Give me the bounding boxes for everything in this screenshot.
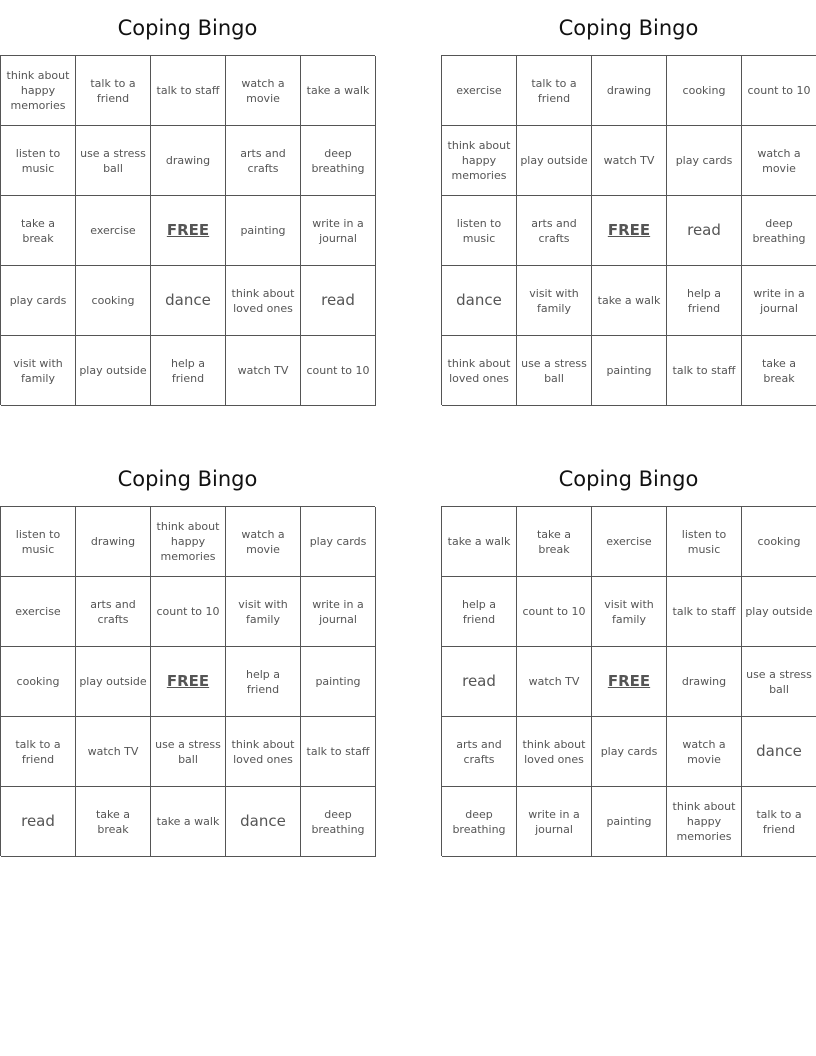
bingo-cell: drawing — [151, 126, 226, 196]
bingo-cell: help a friend — [667, 266, 742, 336]
bingo-cell: cooking — [667, 56, 742, 126]
bingo-cell: take a break — [1, 196, 76, 266]
bingo-cell: help a friend — [151, 336, 226, 406]
bingo-cell: visit with family — [592, 577, 667, 647]
bingo-cell: arts and crafts — [517, 196, 592, 266]
bingo-cell: painting — [592, 787, 667, 857]
bingo-cell: think about happy memories — [151, 507, 226, 577]
bingo-cell: count to 10 — [517, 577, 592, 647]
bingo-cell: watch TV — [592, 126, 667, 196]
free-space: FREE — [151, 196, 226, 266]
bingo-cell: talk to staff — [301, 717, 376, 787]
bingo-cell: play outside — [742, 577, 816, 647]
free-space: FREE — [592, 647, 667, 717]
bingo-cell: deep breathing — [301, 126, 376, 196]
bingo-cell: take a walk — [442, 507, 517, 577]
bingo-cell: read — [301, 266, 376, 336]
bingo-cell: listen to music — [1, 507, 76, 577]
bingo-cell: think about loved ones — [517, 717, 592, 787]
bingo-cell: play outside — [76, 336, 151, 406]
bingo-cell: cooking — [1, 647, 76, 717]
bingo-card-2 — [441, 0, 816, 405]
bingo-cell: write in a journal — [742, 266, 816, 336]
bingo-cell: talk to staff — [667, 577, 742, 647]
bingo-cell: think about loved ones — [442, 336, 517, 406]
bingo-cell: count to 10 — [301, 336, 376, 406]
bingo-cell: take a break — [76, 787, 151, 857]
card-title: Coping Bingo — [117, 16, 258, 40]
bingo-cell: count to 10 — [742, 56, 816, 126]
bingo-cell: cooking — [76, 266, 151, 336]
bingo-cell: play cards — [1, 266, 76, 336]
bingo-grid — [441, 55, 816, 405]
bingo-card-3 — [0, 451, 375, 856]
bingo-cell: deep breathing — [742, 196, 816, 266]
bingo-cell: read — [1, 787, 76, 857]
bingo-cell: dance — [226, 787, 301, 857]
bingo-cell: think about happy memories — [667, 787, 742, 857]
bingo-cell: use a stress ball — [151, 717, 226, 787]
bingo-cell: help a friend — [226, 647, 301, 717]
bingo-cell: arts and crafts — [76, 577, 151, 647]
bingo-cell: cooking — [742, 507, 816, 577]
bingo-cell: painting — [226, 196, 301, 266]
bingo-grid — [0, 506, 375, 856]
bingo-cell: use a stress ball — [742, 647, 816, 717]
free-space: FREE — [592, 196, 667, 266]
bingo-cell: exercise — [592, 507, 667, 577]
bingo-cell: watch a movie — [667, 717, 742, 787]
bingo-card-4 — [441, 451, 816, 856]
bingo-cell: visit with family — [226, 577, 301, 647]
card-title: Coping Bingo — [558, 16, 699, 40]
bingo-cell: watch TV — [517, 647, 592, 717]
bingo-cell: deep breathing — [442, 787, 517, 857]
bingo-cell: drawing — [592, 56, 667, 126]
free-space: FREE — [151, 647, 226, 717]
bingo-cell: talk to a friend — [76, 56, 151, 126]
bingo-grid — [0, 55, 375, 405]
bingo-cell: listen to music — [1, 126, 76, 196]
bingo-cell: play cards — [301, 507, 376, 577]
bingo-cell: write in a journal — [301, 196, 376, 266]
bingo-cell: talk to a friend — [742, 787, 816, 857]
bingo-grid — [441, 506, 816, 856]
bingo-cell: play outside — [76, 647, 151, 717]
bingo-cell: exercise — [1, 577, 76, 647]
bingo-cell: talk to a friend — [517, 56, 592, 126]
bingo-cell: visit with family — [1, 336, 76, 406]
bingo-cell: deep breathing — [301, 787, 376, 857]
bingo-cell: painting — [301, 647, 376, 717]
bingo-cell: think about loved ones — [226, 266, 301, 336]
card-title: Coping Bingo — [558, 467, 699, 491]
bingo-cell: take a walk — [592, 266, 667, 336]
bingo-cell: dance — [742, 717, 816, 787]
bingo-cell: drawing — [76, 507, 151, 577]
bingo-cell: arts and crafts — [226, 126, 301, 196]
bingo-cell: take a walk — [151, 787, 226, 857]
bingo-cell: painting — [592, 336, 667, 406]
bingo-cell: play cards — [667, 126, 742, 196]
bingo-cell: talk to a friend — [1, 717, 76, 787]
bingo-cell: watch a movie — [226, 507, 301, 577]
bingo-cell: play cards — [592, 717, 667, 787]
bingo-cell: watch TV — [226, 336, 301, 406]
bingo-cell: use a stress ball — [517, 336, 592, 406]
bingo-cell: dance — [151, 266, 226, 336]
bingo-cell: talk to staff — [151, 56, 226, 126]
bingo-cell: read — [442, 647, 517, 717]
bingo-cell: watch a movie — [226, 56, 301, 126]
bingo-cell: take a break — [742, 336, 816, 406]
bingo-cell: help a friend — [442, 577, 517, 647]
bingo-cell: exercise — [442, 56, 517, 126]
bingo-cell: think about happy memories — [1, 56, 76, 126]
bingo-cell: take a break — [517, 507, 592, 577]
bingo-cell: count to 10 — [151, 577, 226, 647]
bingo-cell: drawing — [667, 647, 742, 717]
bingo-cell: listen to music — [667, 507, 742, 577]
bingo-card-1 — [0, 0, 375, 405]
bingo-cell: use a stress ball — [76, 126, 151, 196]
bingo-cell: write in a journal — [517, 787, 592, 857]
bingo-cell: listen to music — [442, 196, 517, 266]
bingo-cell: take a walk — [301, 56, 376, 126]
bingo-cell: think about loved ones — [226, 717, 301, 787]
bingo-cell: visit with family — [517, 266, 592, 336]
bingo-cell: write in a journal — [301, 577, 376, 647]
bingo-cell: watch TV — [76, 717, 151, 787]
bingo-cell: think about happy memories — [442, 126, 517, 196]
card-title: Coping Bingo — [117, 467, 258, 491]
bingo-cell: dance — [442, 266, 517, 336]
bingo-cell: watch a movie — [742, 126, 816, 196]
bingo-cell: play outside — [517, 126, 592, 196]
bingo-cell: talk to staff — [667, 336, 742, 406]
bingo-cell: arts and crafts — [442, 717, 517, 787]
bingo-cell: read — [667, 196, 742, 266]
bingo-cell: exercise — [76, 196, 151, 266]
